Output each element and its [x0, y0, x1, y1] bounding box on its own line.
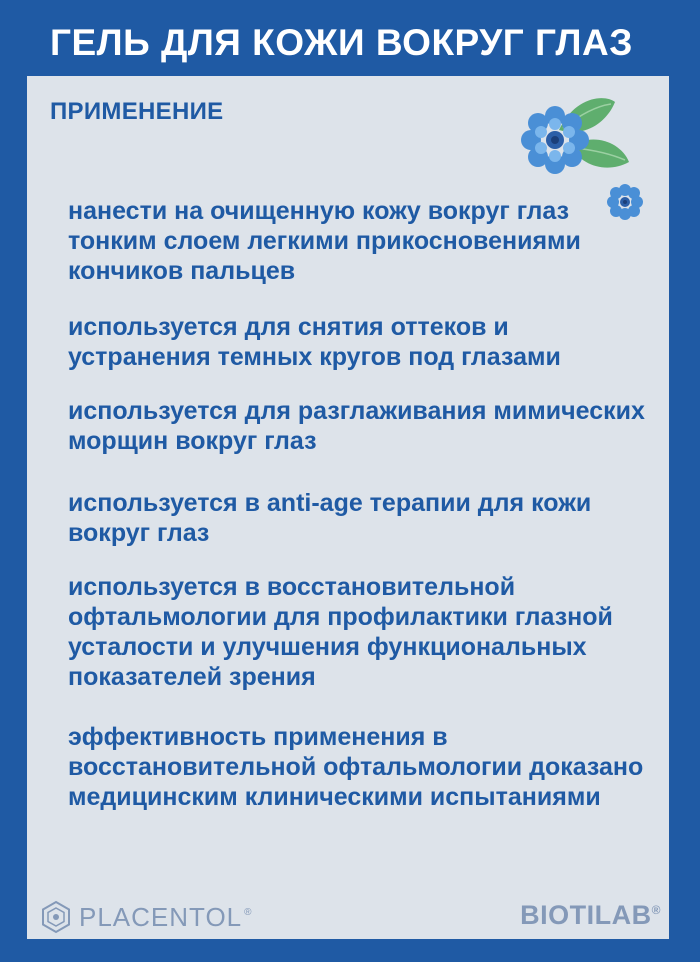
list-item: используется для разглаживания мимических морщин вокруг глаз — [68, 397, 645, 455]
registered-mark: ® — [244, 906, 252, 918]
cornflower-icon — [497, 88, 637, 188]
list-item: эффективность применения в восстановительной офтальмологии доказано медицинским клиническими испытаниями — [68, 723, 644, 811]
list-item: нанести на очищенную кожу вокруг глаз тонким слоем легкими прикосновениями кончиков пальцев — [68, 197, 581, 285]
biotilab-logo — [520, 900, 661, 931]
page-title: ГЕЛЬ ДЛЯ КОЖИ ВОКРУГ ГЛАЗ — [50, 22, 633, 63]
section-label: ПРИМЕНЕНИЕ — [50, 98, 224, 125]
biotilab-wordmark: BIOTILAB — [520, 900, 652, 930]
placentol-logo — [39, 900, 252, 934]
placentol-logo-icon — [39, 900, 73, 934]
registered-mark: ® — [651, 903, 661, 917]
list-item: используется для снятия оттеков и устранения темных кругов под глазами — [68, 313, 561, 371]
list-item: используется в anti-age терапии для кожи вокруг глаз — [68, 489, 592, 547]
list-item: используется в восстановительной офтальмологии для профилактики глазной усталости и улучшения функциональных показателей зрения — [68, 573, 613, 691]
placentol-wordmark: PLACENTOL — [79, 901, 243, 932]
content-panel — [27, 76, 669, 939]
